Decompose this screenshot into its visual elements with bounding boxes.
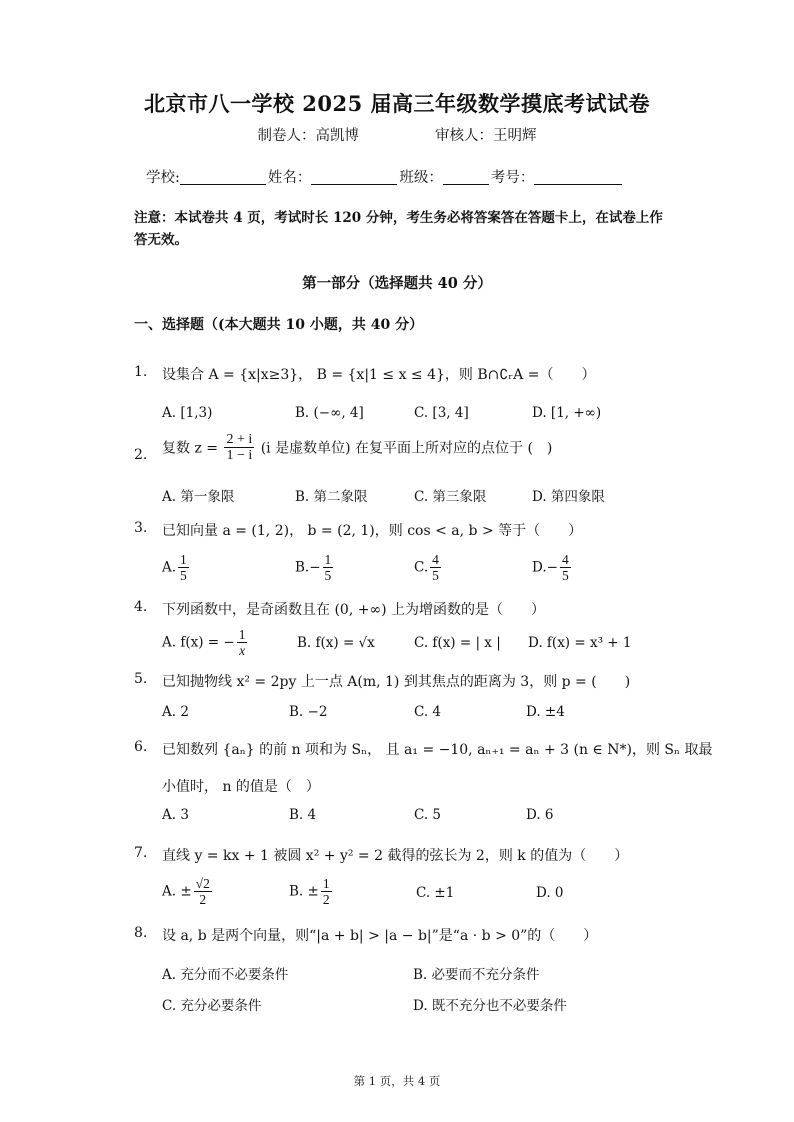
option-c[interactable]: C. ±1 <box>416 885 455 901</box>
question-stem: 下列函数中，是奇函数且在 (0, +∞) 上为增函数的是（ ） <box>162 602 546 618</box>
exam-title: 北京市八一学校 2025 届高三年级数学摸底考试试卷 <box>143 91 651 116</box>
question-stem: 设集合 A = {x|x≥3}， B = {x|1 ≤ x ≤ 4}，则 B∩∁ᵣA =（ ） <box>162 367 596 383</box>
part-title: 第一部分（选择题共 40 分） <box>302 275 492 292</box>
question-number: 8. <box>134 925 148 941</box>
denominator: 1 − i <box>226 448 253 463</box>
option-d[interactable]: D. 既不充分也不必要条件 <box>413 998 567 1014</box>
option-a[interactable]: A. ± $\frac{√2}{2}$ <box>162 876 210 907</box>
option-d[interactable]: D. 6 <box>526 807 554 823</box>
fraction: $\frac{4}{5}$ <box>561 552 569 583</box>
option-c[interactable]: C. 4 <box>414 704 442 720</box>
school-field[interactable] <box>180 169 266 185</box>
option-b[interactable]: B.− $\frac{1}{5}$ <box>295 552 332 583</box>
reviewer-label: 审核人：王明辉 <box>435 128 537 144</box>
question-stem: 已知抛物线 x² = 2py 上一点 A(m, 1) 到其焦点的距离为 3，则 p = ( ) <box>162 674 631 690</box>
class-label: 班级： <box>399 170 443 186</box>
question-number: 6. <box>134 739 148 755</box>
option-d[interactable]: D. 第四象限 <box>532 489 605 505</box>
author-line <box>0 124 794 145</box>
fraction: $\frac{1}{5}$ <box>180 552 187 583</box>
notice: 注意：本试卷共 4 页，考试时长 120 分钟，考生务必将答案答在答题卡上，在试卷上作答无效。 <box>134 210 663 248</box>
question-stem: 已知向量 a = (1, 2)， b = (2, 1)，则 cos < a, b > 等于（ ） <box>162 523 583 539</box>
option-c[interactable]: C. 充分必要条件 <box>162 998 262 1014</box>
question-number: 3. <box>134 520 148 536</box>
question-number: 2. <box>134 447 148 463</box>
section-title: 一、选择题（(本大题共 10 小题，共 40 分） <box>134 317 424 333</box>
option-c[interactable]: C. [3, 4] <box>414 405 469 421</box>
exam-no-field[interactable] <box>534 169 622 185</box>
option-d[interactable]: D.− $\frac{4}{5}$ <box>532 552 569 583</box>
question-stem-continued: 小值时， n 的值是（ ） <box>162 779 320 795</box>
numerator: 2 + i <box>226 432 253 447</box>
question-number: 5. <box>134 671 148 687</box>
question-number: 1. <box>134 364 148 380</box>
question-number: 7. <box>134 845 148 861</box>
author-label: 制卷人：高凯博 <box>257 128 359 144</box>
fraction: $\frac{1}{x}$ <box>238 627 246 658</box>
option-c[interactable]: C. $\frac{4}{5}$ <box>414 552 439 583</box>
option-b[interactable]: B. −2 <box>289 704 328 720</box>
question-stem: 设 a, b 是两个向量，则“|a + b| > |a − b|”是“a · b > 0”的（ ） <box>162 928 598 944</box>
fraction: $\frac{1}{2}$ <box>322 876 330 907</box>
option-d[interactable]: D. [1, +∞) <box>532 405 602 421</box>
option-b[interactable]: B. 第二象限 <box>295 489 368 505</box>
name-field[interactable] <box>311 169 397 185</box>
option-c[interactable]: C. 第三象限 <box>414 489 487 505</box>
option-a[interactable]: A. [1,3) <box>162 405 213 421</box>
option-c[interactable]: C. f(x) = | x | <box>414 635 501 651</box>
option-b[interactable]: B. (−∞, 4] <box>295 405 364 421</box>
school-label: 学校: <box>146 170 180 186</box>
question-stem: 直线 y = kx + 1 被圆 x² + y² = 2 截得的弦长为 2，则 k 的值为（ ） <box>162 848 629 864</box>
question-number: 4. <box>134 599 148 615</box>
option-b[interactable]: B. 4 <box>289 807 317 823</box>
option-b[interactable]: B. 必要而不充分条件 <box>413 967 540 983</box>
option-a[interactable]: A. 3 <box>162 807 189 823</box>
fraction: $\frac{√2}{2}$ <box>195 876 210 907</box>
option-a[interactable]: A. 充分而不必要条件 <box>162 967 289 983</box>
fraction: $\frac{4}{5}$ <box>432 552 439 583</box>
option-d[interactable]: D. f(x) = x³ + 1 <box>528 635 632 651</box>
option-a[interactable]: A. f(x) = − $\frac{1}{x}$ <box>162 627 246 658</box>
name-label: 姓名： <box>267 170 312 186</box>
question-stem <box>162 432 552 463</box>
option-a[interactable]: A. 第一象限 <box>162 489 235 505</box>
class-field[interactable] <box>443 169 489 185</box>
question-stem: 已知数列 {aₙ} 的前 n 项和为 Sₙ， 且 a₁ = −10, aₙ₊₁ = aₙ + 3 (n ∈ N*)，则 Sₙ 取最 <box>162 742 713 758</box>
stem-part: (i 是虚数单位) 在复平面上所对应的点位于 ( ) <box>260 440 553 457</box>
exam-no-label: 考号： <box>490 170 535 186</box>
page-footer: 第 1 页，共 4 页 <box>353 1074 441 1088</box>
option-d[interactable]: D. 0 <box>536 885 564 901</box>
fraction <box>224 432 254 463</box>
option-b[interactable]: B. ± $\frac{1}{2}$ <box>289 876 330 907</box>
fraction: $\frac{1}{5}$ <box>324 552 332 583</box>
option-b[interactable]: B. f(x) = √x <box>297 635 375 651</box>
option-a[interactable]: A. 2 <box>162 704 189 720</box>
option-a[interactable]: A. $\frac{1}{5}$ <box>162 552 187 583</box>
option-d[interactable]: D. ±4 <box>526 704 565 720</box>
stem-part: 复数 z = <box>162 440 219 457</box>
option-c[interactable]: C. 5 <box>414 807 442 823</box>
student-info-fields <box>146 166 624 187</box>
